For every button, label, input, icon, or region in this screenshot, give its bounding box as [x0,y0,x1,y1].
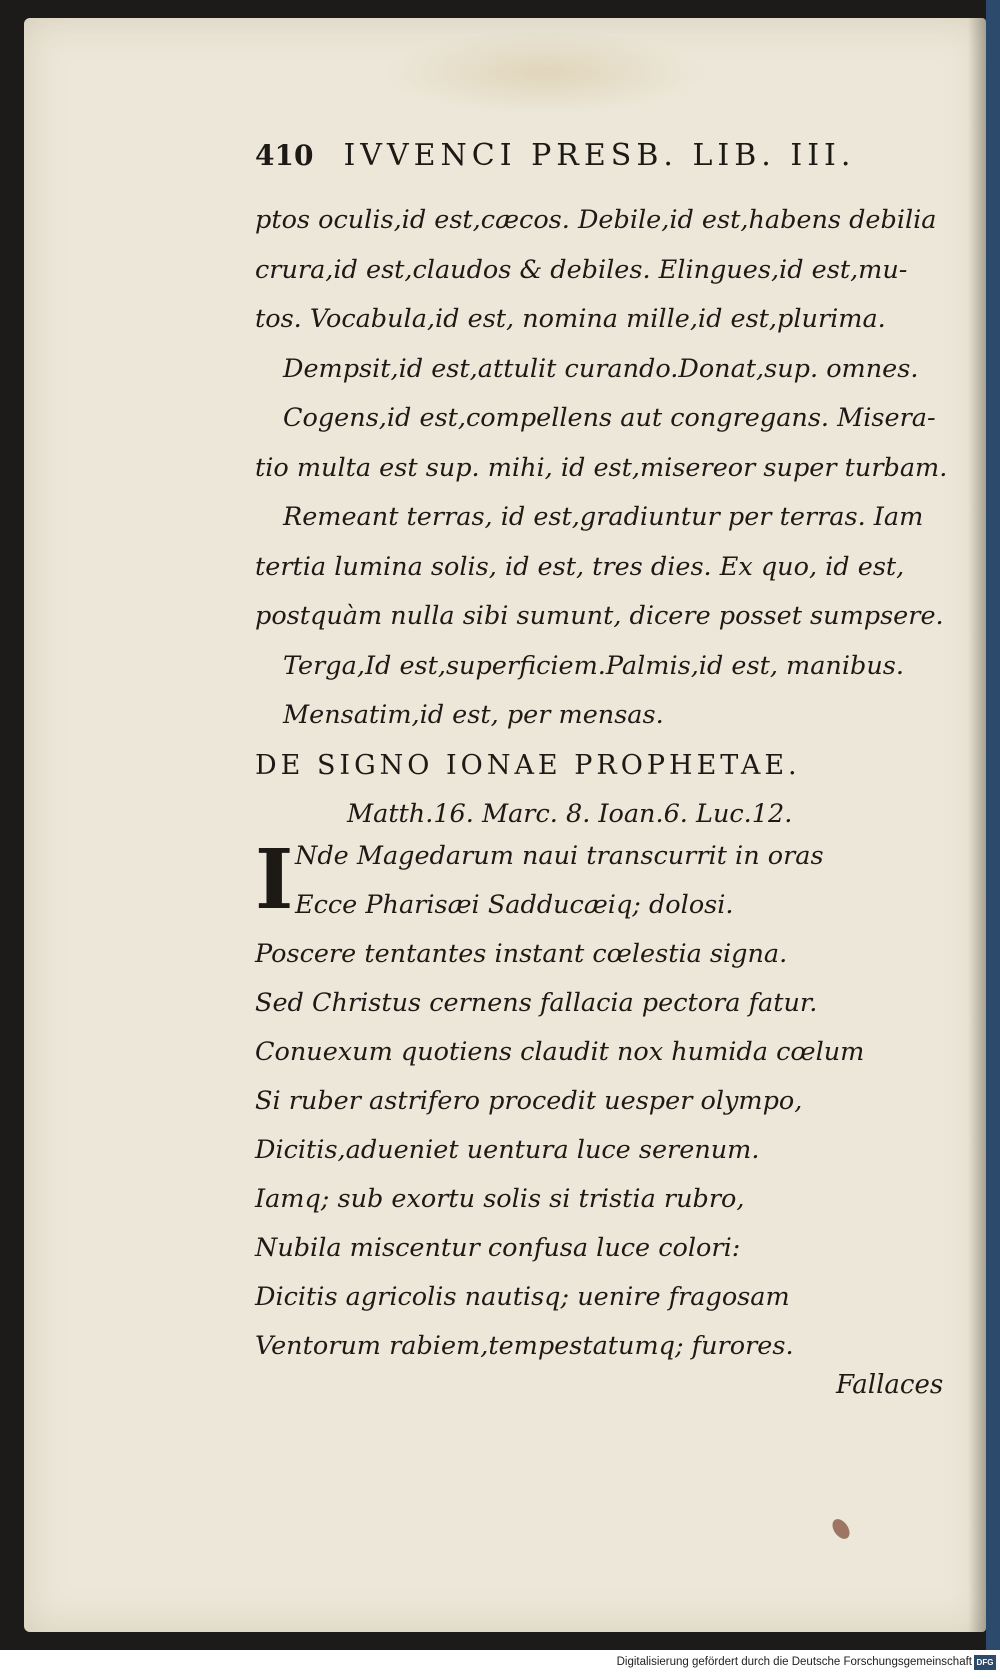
commentary-line: tio multa est sup. mihi, id est,misereor super turbam. [255,452,948,483]
section-heading: DE SIGNO IONAE PROPHETAE. [255,749,801,781]
commentary-line: tertia lumina solis, id est, tres dies. Ex quo, id est, [255,551,905,582]
binding-edge [986,0,1000,1650]
commentary-block [255,196,955,840]
running-title: IVVENCI PRESB. LIB. III. [343,138,856,173]
digitization-footer [0,1650,1000,1679]
catchword: Fallaces [836,1370,944,1400]
verse-line: Conuexum quotiens claudit nox humida cœlum [255,1037,865,1067]
commentary-line: postquàm nulla sibi sumunt, dicere posset sumpsere. [255,601,944,631]
verse-line: Poscere tentantes instant cœlestia signa. [255,939,788,969]
funding-credit: Digitalisierung gefördert durch die Deutsche Forschungsgemeinschaft [616,1656,972,1668]
page-edge-shadow [968,18,986,1632]
drop-cap-initial: I [255,832,294,928]
page-stain [384,30,704,115]
commentary-line: crura,id est,claudos & debiles. Elingues,id est,mu- [255,254,908,285]
initial-group [255,832,955,930]
commentary-line: Cogens,id est,compellens aut congregans. Misera- [283,403,936,433]
dfg-logo: DFG [974,1655,996,1670]
commentary-line: tos. Vocabula,id est, nomina mille,id est,plurima. [255,304,886,334]
verse-line: Ventorum rabiem,tempestatumq; furores. [255,1331,794,1361]
verse-line: Nubila miscentur confusa luce colori: [255,1233,741,1263]
commentary-line: Dempsit,id est,attulit curando.Donat,sup. omnes. [283,353,919,384]
gospel-references: Matth.16. Marc. 8. Ioan.6. Luc.12. [347,799,793,829]
page-header [255,138,915,173]
verse-block [255,832,955,1371]
verse-line: Iamq; sub exortu solis si tristia rubro, [255,1184,745,1214]
commentary-line: Mensatim,id est, per mensas. [283,700,664,730]
ink-speck [829,1516,853,1542]
commentary-line: Remeant terras, id est,gradiuntur per terras. Iam [283,502,924,532]
verse-line: Dicitis,adueniet uentura luce serenum. [255,1135,760,1165]
commentary-line: Terga,Id est,superficiem.Palmis,id est, manibus. [283,650,904,681]
verse-line: Nde Magedarum naui transcurrit in oras [295,841,824,871]
page-number: 410 [255,139,314,172]
verse-line: Si ruber astrifero procedit uesper olympo, [255,1086,803,1116]
commentary-line: ptos oculis,id est,cæcos. Debile,id est,habens debilia [255,205,937,235]
verse-line: Ecce Pharisæi Sadducæiq; dolosi. [295,890,734,920]
verse-line: Sed Christus cernens fallacia pectora fatur. [255,988,818,1018]
verse-line: Dicitis agricolis nautisq; uenire fragosam [255,1282,790,1312]
